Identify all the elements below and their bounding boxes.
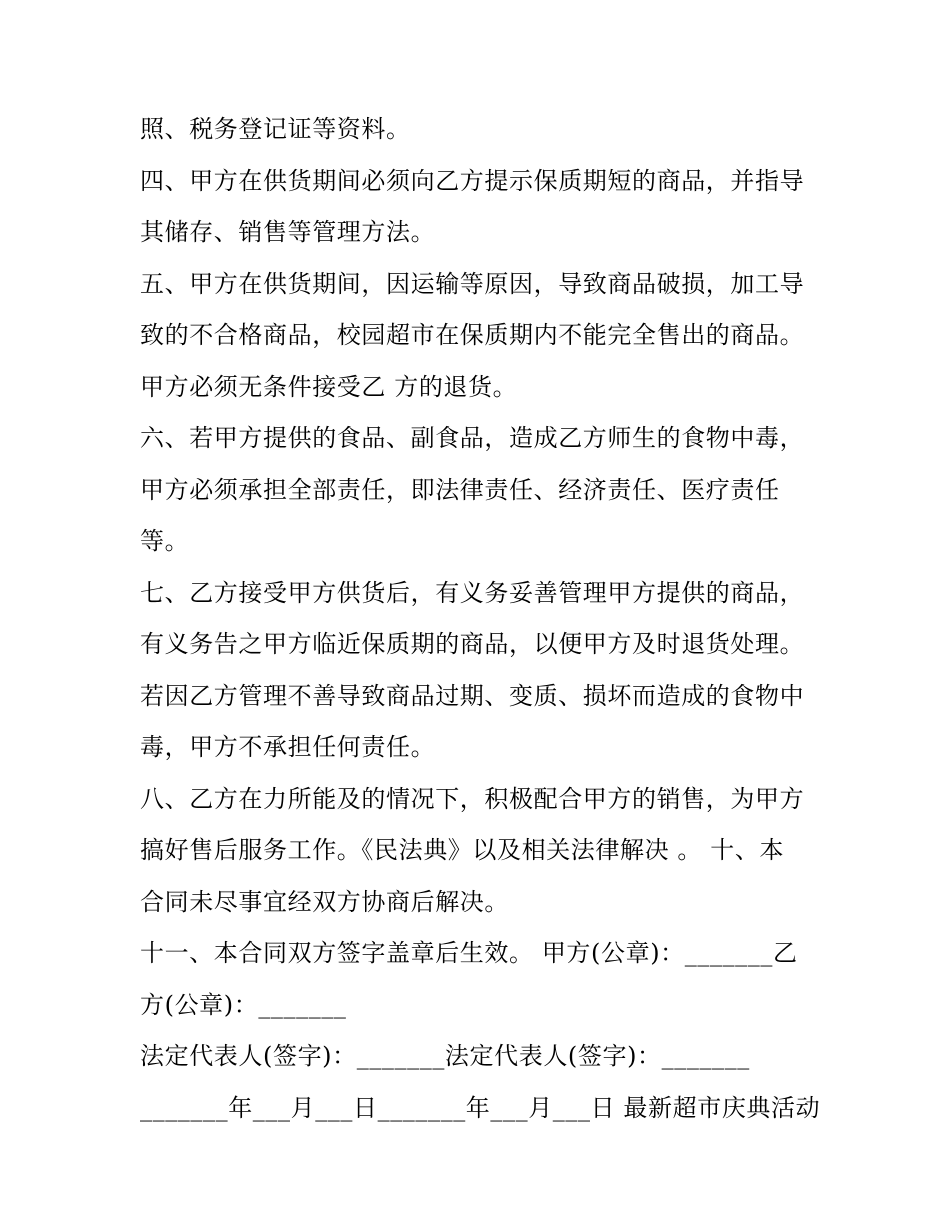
contract-body [140, 104, 820, 1134]
text-line: 致的不合格商品，校园超市在保质期内不能完全售出的商品。 [140, 321, 805, 349]
text-line: 等。 [140, 527, 190, 555]
text-line: 七、乙方接受甲方供货后，有义务妥善管理甲方提供的商品， [140, 578, 805, 607]
text-line: 其储存、销售等管理方法。 [140, 218, 436, 246]
text-line: 甲方必须无条件接受乙 方的退货。 [140, 372, 518, 401]
text-line: 甲方必须承担全部责任，即法律责任、经济责任、医疗责任 [140, 475, 780, 504]
text-line: 毒，甲方不承担任何责任。 [140, 733, 436, 761]
text-line: 若因乙方管理不善导致商品过期、变质、损坏而造成的食物中 [140, 681, 805, 710]
text-line: 合同未尽事宜经双方协商后解决。 [140, 887, 509, 916]
text-line: 四、甲方在供货期间必须向乙方提示保质期短的商品，并指导 [140, 166, 805, 195]
text-line: 八、乙方在力所能及的情况下，积极配合甲方的销售，为甲方 [140, 784, 805, 813]
signature-line: 十一、本合同双方签字盖章后生效。 甲方(公章)：_______乙 [140, 939, 798, 967]
date-line: _______年___月___日_______年___月___日 最新超市庆典活动 [140, 1093, 821, 1122]
representative-line: 法定代表人(签字)：_______法定代表人(签字)：_______ [140, 1042, 750, 1070]
signature-line: 方(公章)：_______ [140, 990, 347, 1019]
text-line: 搞好售后服务工作。《民法典》以及相关法律解决 。 十、本 [140, 836, 785, 864]
text-line: 照、税务登记证等资料。 [140, 115, 411, 143]
text-line: 有义务告之甲方临近保质期的商品，以便甲方及时退货处理。 [140, 630, 805, 658]
text-line: 五、甲方在供货期间，因运输等原因，导致商品破损，加工导 [140, 269, 805, 298]
text-line: 六、若甲方提供的食品、副食品，造成乙方师生的食物中毒， [140, 424, 805, 452]
